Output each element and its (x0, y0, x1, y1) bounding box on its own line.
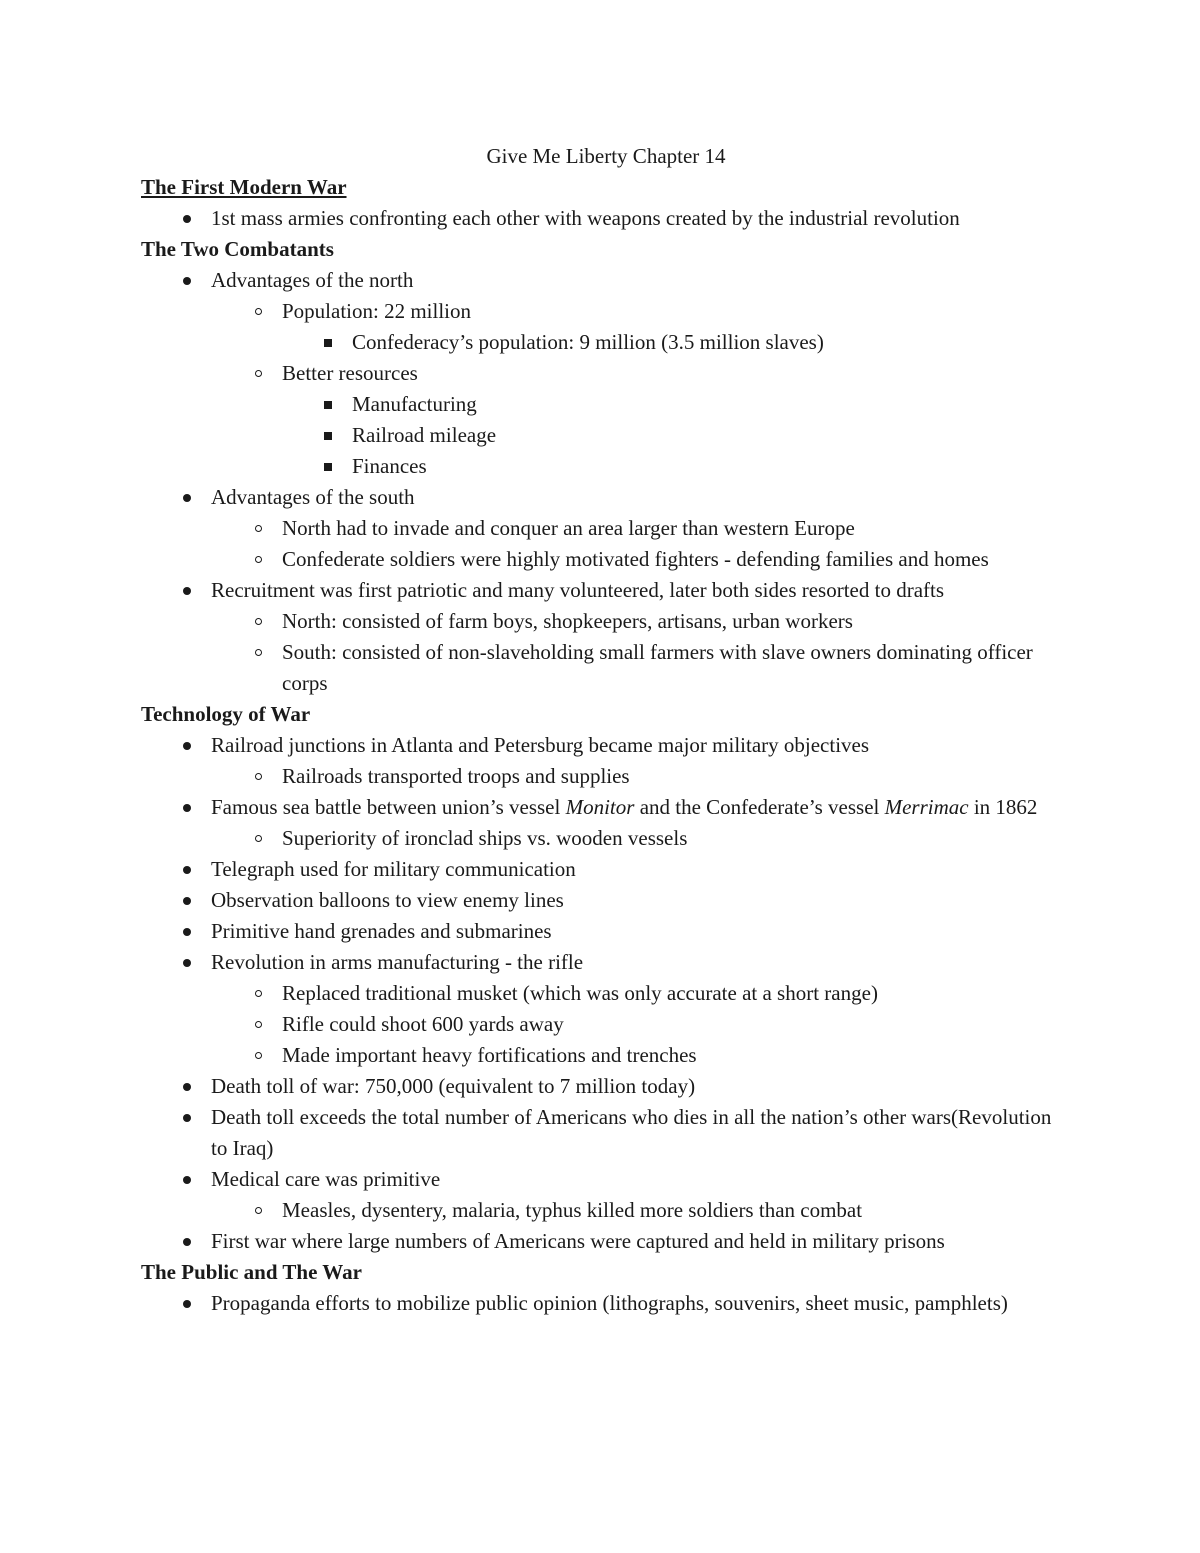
section-heading-technology-of-war: Technology of War (141, 702, 311, 726)
section-heading-public-and-war: The Public and The War (141, 1260, 362, 1284)
list-item: Famous sea battle between union’s vessel Monitor and the Confederate’s vessel Merrimac in 1862 (141, 792, 1071, 823)
list-item: Observation balloons to view enemy lines (141, 885, 1071, 916)
section-heading-two-combatants: The Two Combatants (141, 237, 334, 261)
document-title: Give Me Liberty Chapter 14 (486, 144, 726, 168)
list-item: Medical care was primitive (141, 1164, 1071, 1195)
bullet-circle-icon (248, 978, 268, 1009)
bullet-dot-icon (177, 203, 197, 234)
list-item: Death toll of war: 750,000 (equivalent to 7 million today) (141, 1071, 1071, 1102)
bullet-dot-icon (177, 885, 197, 916)
bullet-circle-icon (248, 606, 268, 637)
bullet-circle-icon (248, 823, 268, 854)
list-item: Advantages of the north (141, 265, 1071, 296)
bullet-dot-icon (177, 482, 197, 513)
list-item: South: consisted of non-slaveholding small farmers with slave owners dominating officer corps (141, 637, 1071, 699)
bullet-dot-icon (177, 947, 197, 978)
list-item: First war where large numbers of Americans were captured and held in military prisons (141, 1226, 1071, 1257)
bullet-circle-icon (248, 358, 268, 389)
list-item: Advantages of the south (141, 482, 1071, 513)
bullet-square-icon (318, 389, 338, 420)
list-item: Confederacy’s population: 9 million (3.5 million slaves) (141, 327, 1071, 358)
list-item: Made important heavy fortifications and trenches (141, 1040, 1071, 1071)
list-item: Replaced traditional musket (which was only accurate at a short range) (141, 978, 1071, 1009)
bullet-list (141, 265, 1071, 699)
bullet-dot-icon (177, 792, 197, 823)
bullet-dot-icon (177, 916, 197, 947)
list-item: Propaganda efforts to mobilize public opinion (lithographs, souvenirs, sheet music, pamphlets) (141, 1288, 1071, 1319)
bullet-dot-icon (177, 1102, 197, 1133)
bullet-circle-icon (248, 296, 268, 327)
list-item: Finances (141, 451, 1071, 482)
bullet-circle-icon (248, 1195, 268, 1226)
bullet-circle-icon (248, 544, 268, 575)
bullet-circle-icon (248, 513, 268, 544)
list-item: Railroads transported troops and supplies (141, 761, 1071, 792)
bullet-square-icon (318, 451, 338, 482)
ship-name-merrimac: Merrimac (884, 795, 969, 819)
bullet-square-icon (318, 327, 338, 358)
list-item: Death toll exceeds the total number of Americans who dies in all the nation’s other wars(Revolution to Iraq) (141, 1102, 1071, 1164)
bullet-dot-icon (177, 1226, 197, 1257)
list-item: Railroad junctions in Atlanta and Petersburg became major military objectives (141, 730, 1071, 761)
bullet-list (141, 730, 1071, 1257)
list-item: Measles, dysentery, malaria, typhus killed more soldiers than combat (141, 1195, 1071, 1226)
list-item: 1st mass armies confronting each other with weapons created by the industrial revolution (141, 203, 1071, 234)
list-item: Revolution in arms manufacturing - the rifle (141, 947, 1071, 978)
bullet-list (141, 203, 1071, 234)
bullet-circle-icon (248, 1040, 268, 1071)
document-content (141, 141, 1071, 1319)
bullet-circle-icon (248, 761, 268, 792)
bullet-circle-icon (248, 637, 268, 668)
list-item: Confederate soldiers were highly motivated fighters - defending families and homes (141, 544, 1071, 575)
bullet-dot-icon (177, 854, 197, 885)
ship-name-monitor: Monitor (565, 795, 635, 819)
bullet-dot-icon (177, 265, 197, 296)
list-item: Rifle could shoot 600 yards away (141, 1009, 1071, 1040)
section-heading-first-modern-war: The First Modern War (141, 175, 347, 199)
bullet-list (141, 1288, 1071, 1319)
bullet-dot-icon (177, 1071, 197, 1102)
list-item: North: consisted of farm boys, shopkeepers, artisans, urban workers (141, 606, 1071, 637)
bullet-dot-icon (177, 575, 197, 606)
bullet-dot-icon (177, 730, 197, 761)
bullet-square-icon (318, 420, 338, 451)
list-item: Primitive hand grenades and submarines (141, 916, 1071, 947)
list-item: Telegraph used for military communication (141, 854, 1071, 885)
list-item: Superiority of ironclad ships vs. wooden vessels (141, 823, 1071, 854)
list-item: Recruitment was first patriotic and many volunteered, later both sides resorted to drafts (141, 575, 1071, 606)
list-item: Population: 22 million (141, 296, 1071, 327)
list-item: Manufacturing (141, 389, 1071, 420)
list-item: Railroad mileage (141, 420, 1071, 451)
bullet-dot-icon (177, 1288, 197, 1319)
bullet-circle-icon (248, 1009, 268, 1040)
list-item: Better resources (141, 358, 1071, 389)
list-item: North had to invade and conquer an area larger than western Europe (141, 513, 1071, 544)
bullet-dot-icon (177, 1164, 197, 1195)
